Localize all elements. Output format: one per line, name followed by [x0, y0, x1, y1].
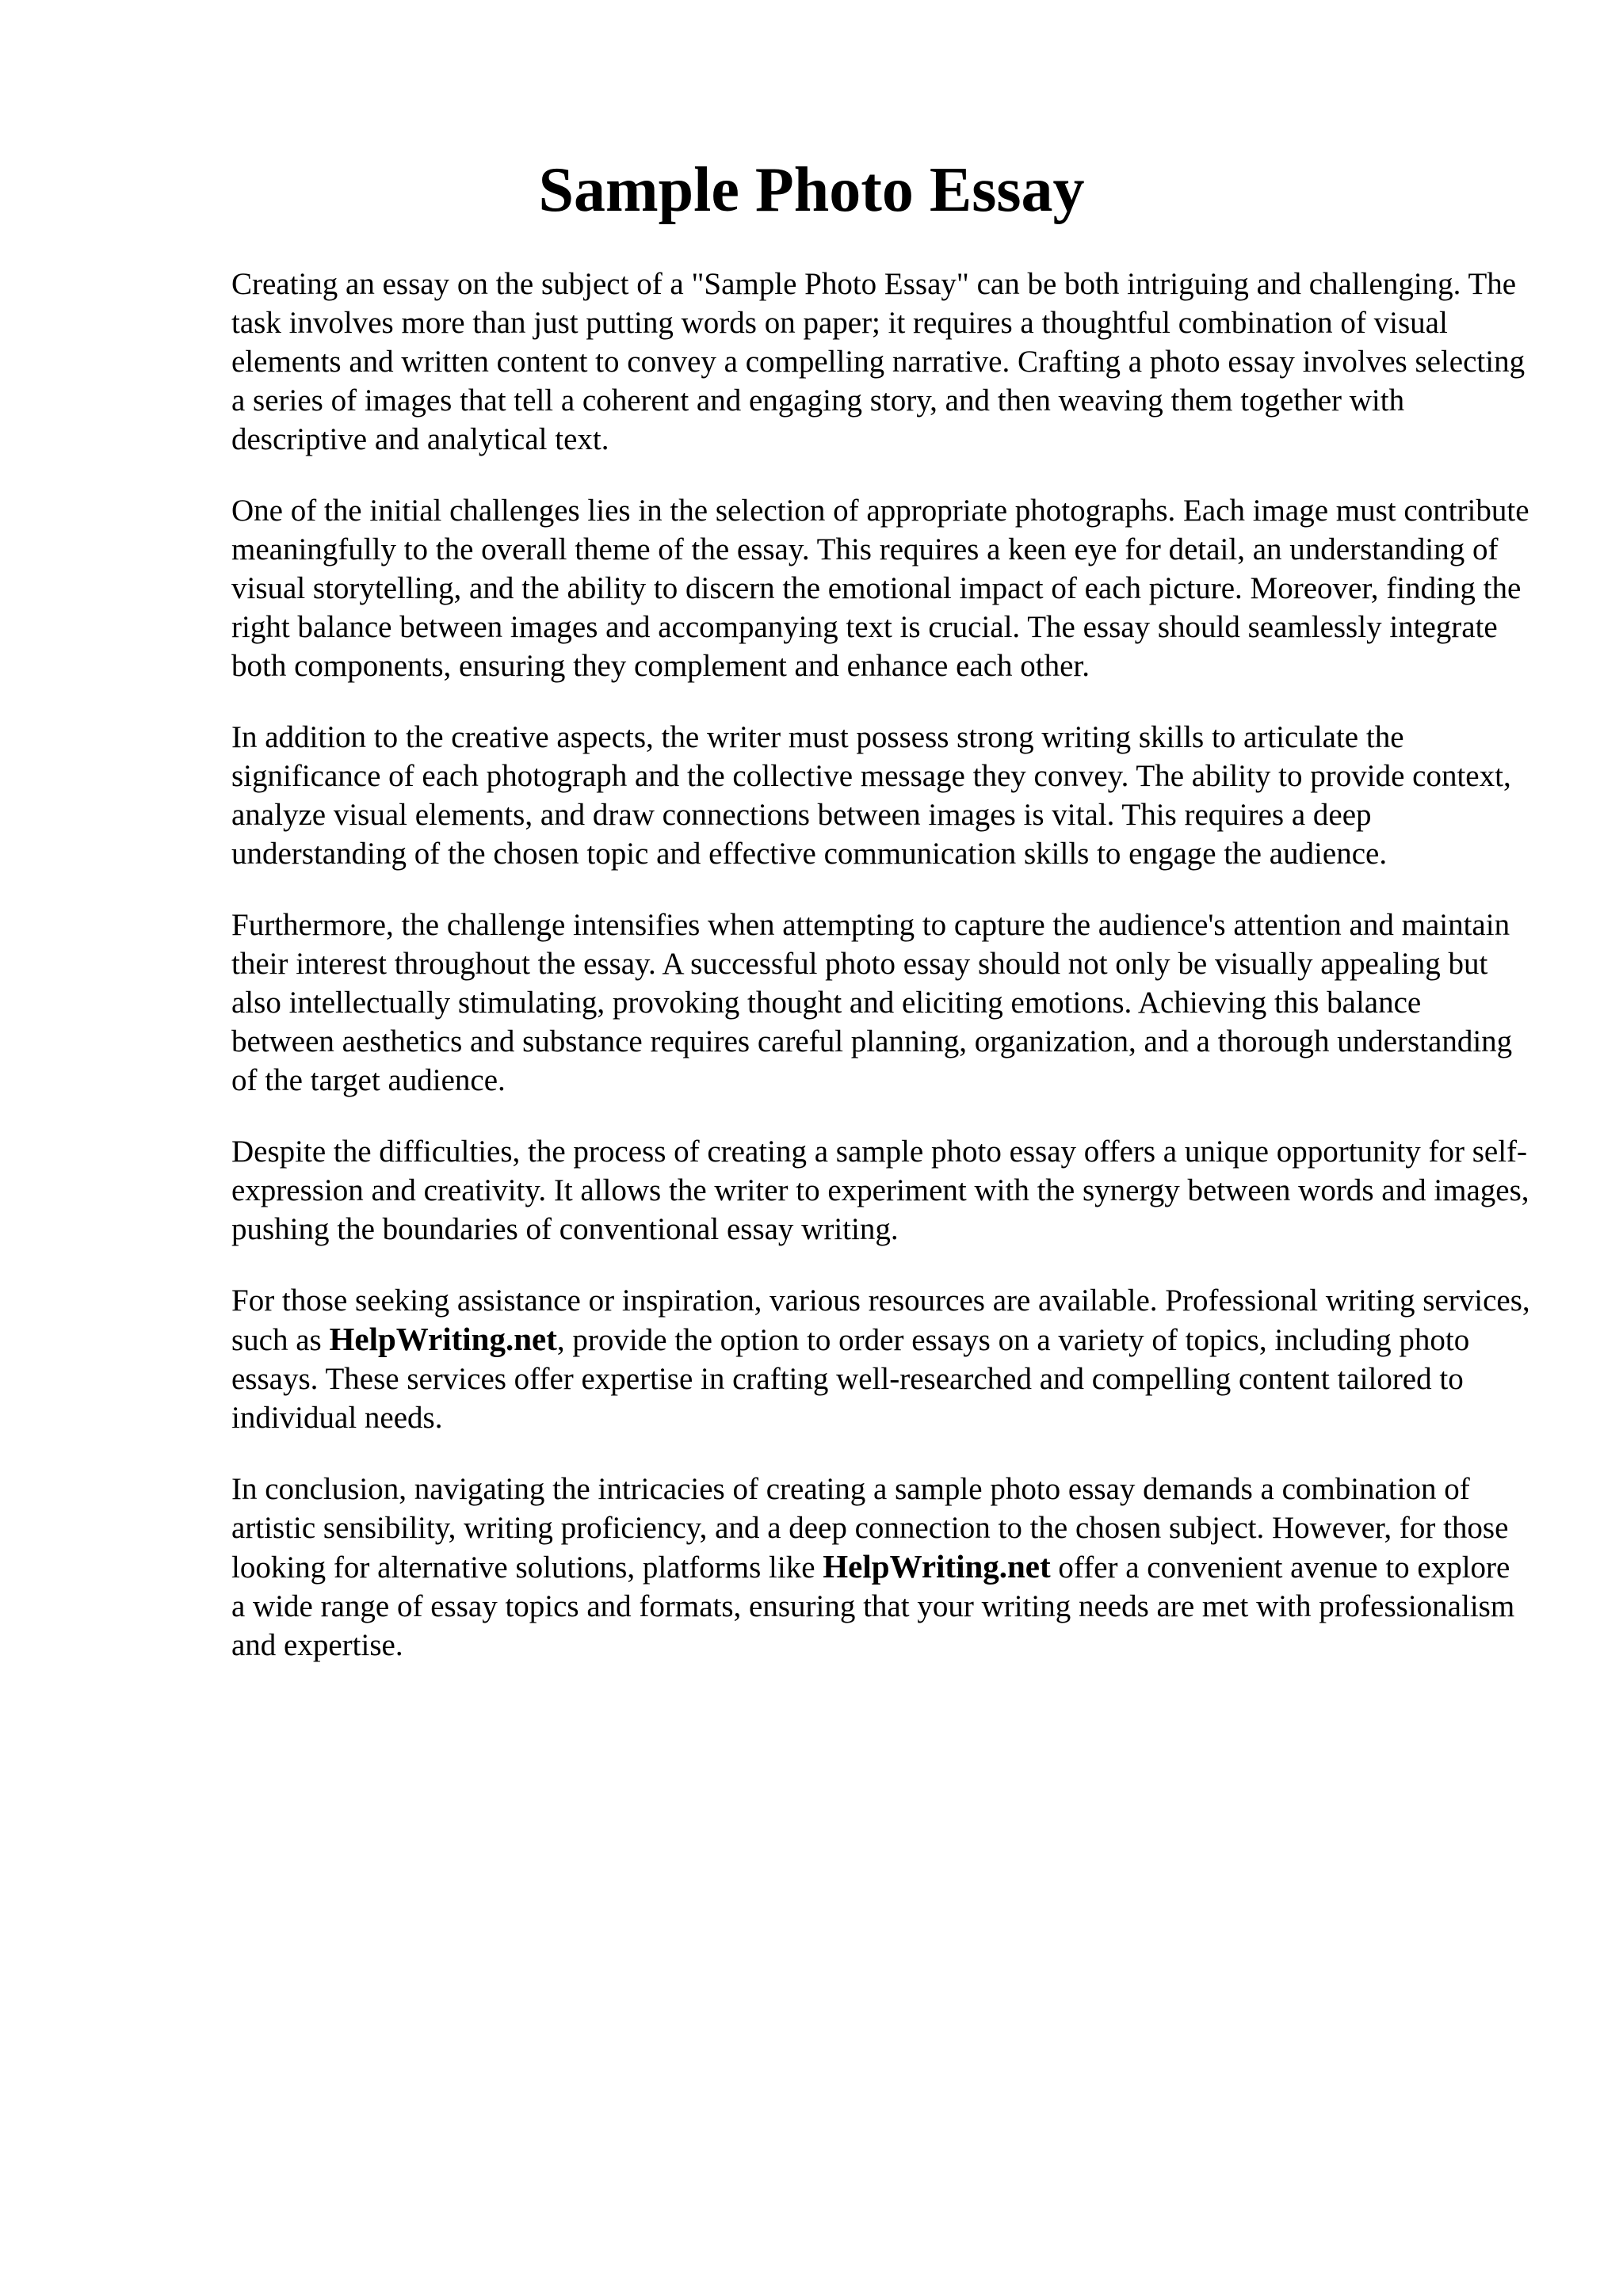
- helpwriting-link[interactable]: HelpWriting.net: [823, 1548, 1051, 1585]
- essay-body: [231, 265, 1531, 1697]
- paragraph-2: One of the initial challenges lies in the selection of appropriate photographs. Each image must contribute meaningfully to the overall theme of the essay. This requires a keen eye for detail, an understanding of visual storytelling, and the ability to discern the emotional impact of each picture. Moreover, finding the right balance between images and accompanying text is crucial. The essay should seamlessly integrate both components, ensuring they complement and enhance each other.: [231, 494, 1529, 683]
- paragraph-5: Despite the difficulties, the process of creating a sample photo essay offers a unique opportunity for self-expression and creativity. It allows the writer to experiment with the synergy between words and images, pushing the boundaries of conventional essay writing.: [231, 1135, 1529, 1246]
- paragraph-6-text-after: , provide the option to order essays on a variety of topics, including photo essays. These services offer expertise in crafting well-researched and compelling content tailored to individual needs.: [231, 1323, 1470, 1435]
- paragraph-6-text-before: For those seeking assistance or inspiration, various resources are available. Professional writing services, such as: [231, 1283, 1530, 1357]
- paragraph-6: [231, 1281, 1531, 1437]
- paragraph-3: In addition to the creative aspects, the writer must possess strong writing skills to articulate the significance of each photograph and the collective message they convey. The ability to provide context, analyze visual elements, and draw connections between images is vital. This requires a deep understanding of the chosen topic and effective communication skills to engage the audience.: [231, 720, 1511, 871]
- paragraph-4: Furthermore, the challenge intensifies when attempting to capture the audience's attention and maintain their interest throughout the essay. A successful photo essay should not only be visually appealing but also intellectually stimulating, provoking thought and eliciting emotions. Achieving this balance between aesthetics and substance requires careful planning, organization, and a thorough understanding of the target audience.: [231, 908, 1513, 1097]
- page-title: Sample Photo Essay: [538, 155, 1085, 225]
- paragraph-7-text-before: In conclusion, navigating the intricacies of creating a sample photo essay demands a combination of artistic sensibility, writing proficiency, and a deep connection to the chosen subject. However, for those looking for alternative solutions, platforms like: [231, 1472, 1509, 1585]
- helpwriting-link[interactable]: HelpWriting.net: [329, 1321, 557, 1357]
- paragraph-7: [231, 1470, 1531, 1665]
- paragraph-7-text-after: offer a convenient avenue to explore a wide range of essay topics and formats, ensuring that your writing needs are met with professionalism and expertise.: [231, 1550, 1515, 1662]
- paragraph-1: Creating an essay on the subject of a "Sample Photo Essay" can be both intriguing and challenging. The task involves more than just putting words on paper; it requires a thoughtful combination of visual elements and written content to convey a compelling narrative. Crafting a photo essay involves selecting a series of images that tell a coherent and engaging story, and then weaving them together with descriptive and analytical text.: [231, 267, 1526, 456]
